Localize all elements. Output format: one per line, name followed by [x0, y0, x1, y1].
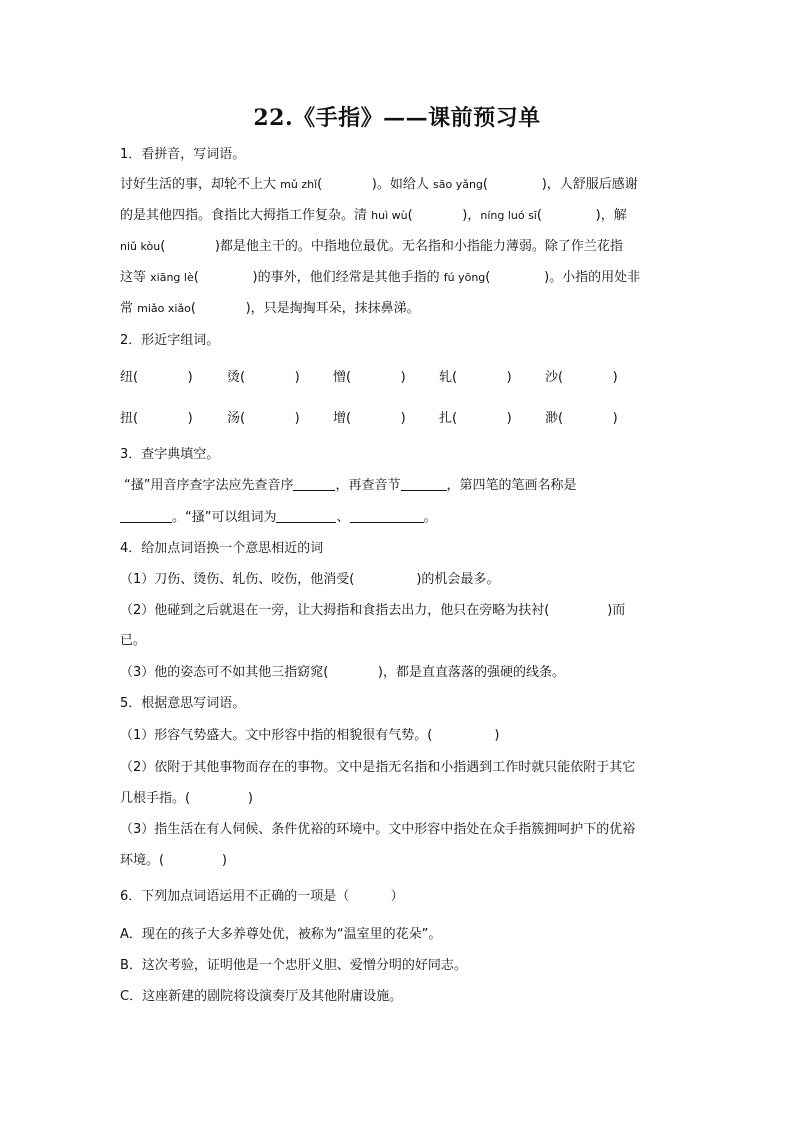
q1-l1-blank-1[interactable]: ( )。如给人	[317, 177, 434, 192]
q1-l4-blank-1[interactable]: ( )的事外，他们经常是其他手指的	[193, 270, 444, 285]
q2-heading: 2．形近字组词。	[120, 333, 220, 348]
q4-item-2-continued: 已。	[120, 633, 147, 648]
q4-item-1[interactable]: （1）刀伤、烫伤、轧伤、咬伤，他消受( )的机会最多。	[120, 572, 500, 587]
q3-l1-text-c: ，第四笔的笔画名称是	[446, 478, 577, 493]
q6-option-c[interactable]: C．这座新建的剧院将设演奏厅及其他附庸设施。	[120, 989, 403, 1004]
q1-l4-text-a: 这等	[120, 270, 151, 285]
q2-row2-item-5[interactable]: 渺( )	[545, 411, 618, 426]
q5-item-2: （2）依附于其他事物而存在的事物。文中是指无名指和小指遇到工作时就只能依附于其它	[120, 760, 636, 775]
q1-line-4	[120, 268, 640, 288]
q2-row1-item-3[interactable]: 憎( )	[333, 370, 406, 385]
q4-item-2[interactable]: （2）他碰到之后就退在一旁，让大拇指和食指去出力，他只在旁略为扶衬( )而	[120, 603, 626, 618]
q2-row1-item-4[interactable]: 轧( )	[439, 370, 512, 385]
q2-row1-item-5[interactable]: 沙( )	[545, 370, 618, 385]
q3-blank-word-2[interactable]	[350, 508, 424, 523]
q1-l5-text-a: 常	[120, 301, 138, 316]
q1-heading: 1．看拼音，写词语。	[120, 147, 246, 162]
q1-l5-pinyin-1: miǎo xiǎo	[137, 302, 191, 315]
q2-row2-item-3[interactable]: 增( )	[333, 411, 406, 426]
q3-heading: 3．查字典填空。	[120, 447, 220, 462]
q3-blank-yinxu[interactable]	[293, 476, 335, 491]
q3-blank-bihua[interactable]	[120, 508, 172, 523]
page-title: 22.《手指》——课前预习单	[253, 105, 541, 131]
q3-l2-text-c: 。	[423, 510, 437, 525]
q4-item-3[interactable]: （3）他的姿态可不如其他三指窈窕( )，都是直直落落的强硬的线条。	[120, 665, 566, 680]
q1-l3-pinyin-1: niǔ kòu	[120, 240, 161, 253]
q6-heading[interactable]: 6．下列加点词语运用不正确的一项是（ ）	[120, 889, 404, 904]
q1-l1-pinyin-2: sāo yǎng	[433, 178, 483, 191]
q2-row2-item-1[interactable]: 扭( )	[120, 411, 193, 426]
q6-option-b[interactable]: B．这次考验，证明他是一个忠肝义胆、爱憎分明的好同志。	[120, 958, 467, 973]
q2-row2-item-4[interactable]: 扎( )	[439, 411, 512, 426]
q6-option-a[interactable]: A．现在的孩子大多养尊处优，被称为“温室里的花朵”。	[120, 927, 442, 942]
q1-l2-blank-2[interactable]: ( )，解	[536, 208, 627, 223]
q1-line-3	[120, 237, 623, 257]
q4-heading: 4．给加点词语换一个意思相近的词	[120, 541, 324, 556]
q3-blank-yinjie[interactable]	[401, 476, 447, 491]
q1-l3-text-a[interactable]: ( )都是他主干的。中指地位最优。无名指和小指能力薄弱。除了作兰花指	[160, 239, 623, 254]
q3-l1-text-b: ，再查音节	[335, 478, 401, 493]
q1-l1-blank-2[interactable]: ( )，人舒服后感谢	[482, 177, 638, 192]
q3-line-1	[124, 476, 577, 496]
q1-l2-pinyin-2: níng luó sī	[480, 209, 537, 222]
q1-line-2	[120, 206, 627, 226]
q1-l4-pinyin-1: xiāng lè	[150, 271, 194, 284]
q1-l5-blank-1[interactable]: ( )，只是掏掏耳朵，抹抹鼻涕。	[190, 301, 420, 316]
q5-heading: 5．根据意思写词语。	[120, 696, 246, 711]
q2-row1-item-2[interactable]: 烫( )	[227, 370, 300, 385]
q2-row1-item-1[interactable]: 纽( )	[120, 370, 193, 385]
q2-row2-item-2[interactable]: 汤( )	[227, 411, 300, 426]
q5-item-3: （3）指生活在有人伺候、条件优裕的环境中。文中形容中指处在众手指簇拥呵护下的优裕	[120, 822, 636, 837]
q5-item-2-continued[interactable]: 几根手指。( )	[120, 791, 253, 806]
q5-item-1[interactable]: （1）形容气势盛大。文中形容中指的相貌很有气势。( )	[120, 728, 500, 743]
q1-line-5	[120, 299, 420, 319]
q1-l4-pinyin-2: fú yōng	[443, 271, 486, 284]
q1-l2-text-a: 的是其他四指。食指比大拇指工作复杂。清	[120, 208, 372, 223]
q3-l1-text-a: “搔”用音序查字法应先查音序	[124, 478, 294, 493]
q3-blank-word-1[interactable]	[276, 508, 336, 523]
q1-l2-pinyin-1: huì wù	[371, 209, 408, 222]
q1-l2-blank-1[interactable]: ( )，	[407, 208, 481, 223]
q1-line-1	[120, 175, 638, 195]
q1-l1-text-a: 讨好生活的事，却轮不上大	[120, 177, 281, 192]
q1-l1-pinyin-1: mǔ zhǐ	[280, 178, 318, 191]
q5-item-3-continued[interactable]: 环境。( )	[120, 853, 227, 868]
q3-line-2	[120, 508, 437, 528]
q3-l2-text-a: 。“搔”可以组词为	[172, 510, 277, 525]
q3-l2-text-b: 、	[336, 510, 350, 525]
q1-l4-blank-2[interactable]: ( )。小指的用处非	[485, 270, 641, 285]
